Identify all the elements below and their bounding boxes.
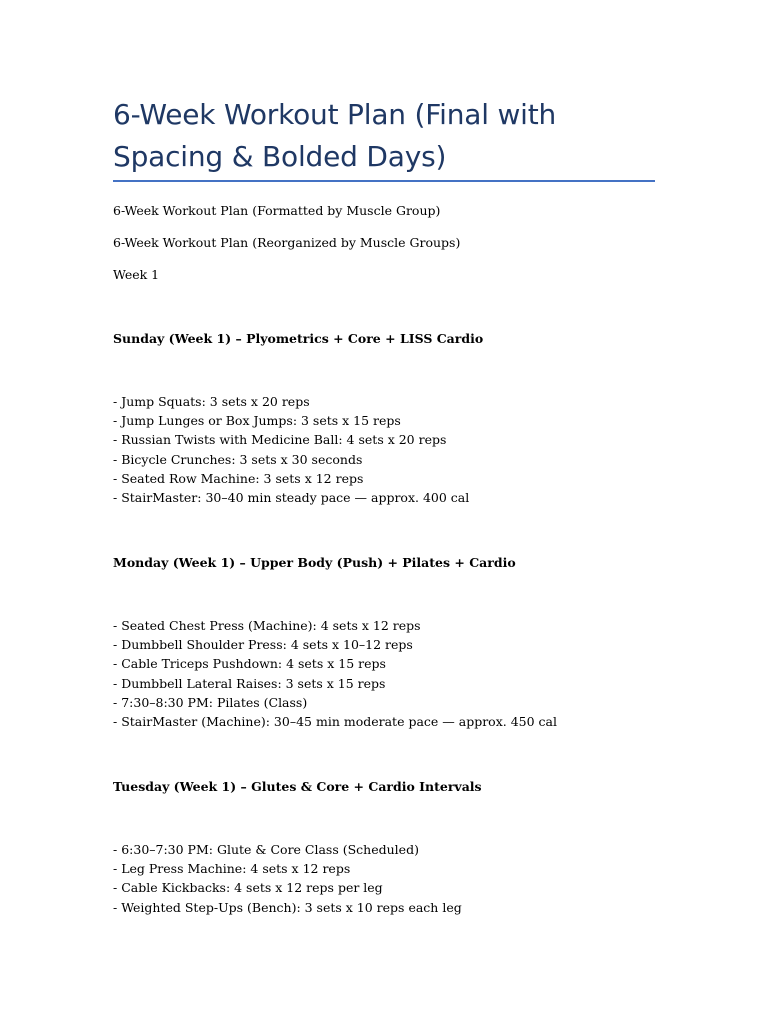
- week-label: Week 1: [113, 267, 160, 282]
- list-item: - StairMaster: 30–40 min steady pace — approx. 400 cal: [113, 490, 470, 506]
- intro-line-reorganized: 6-Week Workout Plan (Reorganized by Muscle Groups): [113, 235, 461, 250]
- intro-line-formatted: 6-Week Workout Plan (Formatted by Muscle Group): [113, 203, 441, 218]
- list-item: - Cable Triceps Pushdown: 4 sets x 15 reps: [113, 656, 386, 672]
- list-item: - 6:30–7:30 PM: Glute & Core Class (Scheduled): [113, 842, 419, 857]
- document-title: 6-Week Workout Plan (Final with Spacing & Bolded Days): [113, 98, 557, 173]
- list-item: - Seated Row Machine: 3 sets x 12 reps: [113, 470, 364, 486]
- day-heading-tuesday: Tuesday (Week 1) – Glutes & Core + Cardio Intervals: [113, 779, 482, 794]
- exercise-list-sunday: [113, 392, 469, 507]
- exercise-list-tuesday: [113, 840, 462, 917]
- title-underline: [113, 180, 655, 182]
- list-item: - Cable Kickbacks: 4 sets x 12 reps per leg: [113, 880, 383, 896]
- list-item: - Jump Squats: 3 sets x 20 reps: [113, 394, 310, 409]
- list-item: - 7:30–8:30 PM: Pilates (Class): [113, 694, 308, 710]
- day-heading-monday: Monday (Week 1) – Upper Body (Push) + Pilates + Cardio: [113, 555, 516, 570]
- list-item: - Dumbbell Shoulder Press: 4 sets x 10–12 reps: [113, 637, 413, 653]
- list-item: - Leg Press Machine: 4 sets x 12 reps: [113, 861, 351, 877]
- exercise-list-monday: [113, 616, 557, 731]
- day-heading-sunday: Sunday (Week 1) – Plyometrics + Core + LISS Cardio: [113, 331, 484, 346]
- list-item: - Jump Lunges or Box Jumps: 3 sets x 15 reps: [113, 413, 401, 429]
- list-item: - StairMaster (Machine): 30–45 min moderate pace — approx. 450 cal: [113, 714, 557, 730]
- list-item: - Dumbbell Lateral Raises: 3 sets x 15 reps: [113, 675, 386, 691]
- list-item: - Seated Chest Press (Machine): 4 sets x 12 reps: [113, 618, 421, 633]
- list-item: - Russian Twists with Medicine Ball: 4 sets x 20 reps: [113, 432, 447, 448]
- list-item: - Weighted Step-Ups (Bench): 3 sets x 10 reps each leg: [113, 899, 462, 915]
- list-item: - Bicycle Crunches: 3 sets x 30 seconds: [113, 451, 363, 467]
